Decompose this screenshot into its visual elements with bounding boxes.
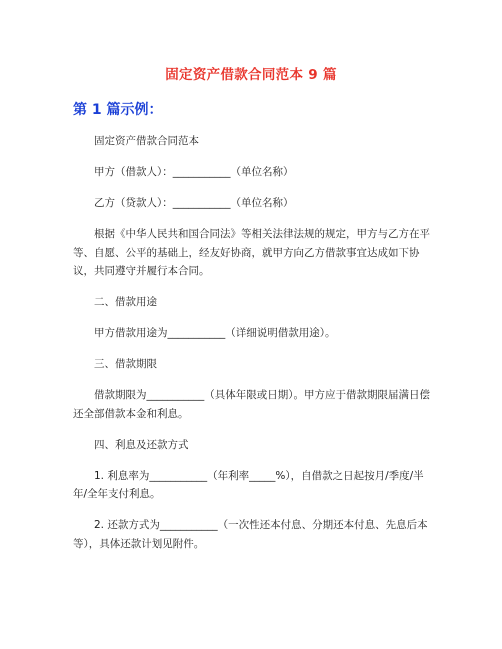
paragraph-contract-title: 固定资产借款合同范本 (94, 135, 199, 147)
paragraph-preamble: 根据《中华人民共和国合同法》等相关法律法规的规定，甲方与乙方在平等、自愿、公平的基础上，经友好协商，就甲方向乙方借款事宜达成如下协议，共同遵守并履行本合同。 (73, 228, 430, 277)
paragraph-loan-term: 借款期限为___________（具体年限或日期）。甲方应于借款期限届满日偿还全部借款本金和利息。 (73, 389, 430, 420)
heading-loan-purpose: 二、借款用途 (94, 296, 157, 308)
section-heading: 第 1 篇示例： (73, 102, 163, 118)
paragraph-interest-rate: 1. 利息率为___________（年利率_____%），自借款之日起按月/季度/半年/全年支付利息。 (73, 469, 424, 500)
heading-loan-term: 三、借款期限 (94, 358, 157, 370)
document-title: 固定资产借款合同范本 9 篇 (165, 67, 337, 83)
heading-interest-repayment: 四、利息及还款方式 (94, 438, 189, 451)
paragraph-loan-purpose: 甲方借款用途为___________（详细说明借款用途）。 (94, 327, 336, 339)
paragraph-repayment-method: 2. 还款方式为___________（一次性还本付息、分期还本付息、先息后本等），具体还款计划见附件。 (73, 519, 428, 550)
paragraph-party-b: 乙方（贷款人）：___________（单位名称） (94, 197, 294, 209)
paragraph-party-a: 甲方（借款人）：___________（单位名称） (94, 166, 294, 178)
document-body (73, 132, 433, 566)
